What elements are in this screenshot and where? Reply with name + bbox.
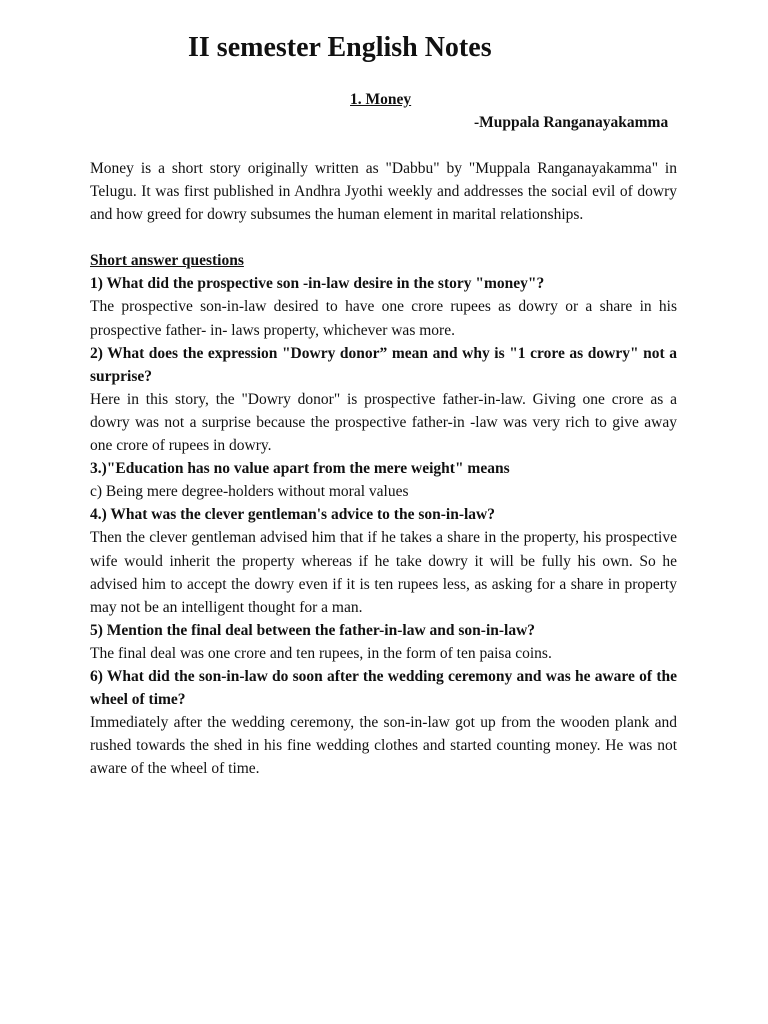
question-1: 1) What did the prospective son -in-law desire in the story "money"? [90,275,545,293]
answer-5: The final deal was one crore and ten rupees, in the form of ten paisa coins. [90,644,552,662]
author-name: -Muppala Ranganayakamma [474,114,669,131]
answer-1: The prospective son-in-law desired to have one crore rupees as dowry or a share in his prospective father- in- laws property, whichever was more. [90,298,677,339]
qa-item [90,619,677,665]
qa-item [90,272,677,341]
intro-paragraph: Money is a short story originally written as "Dabbu" by "Muppala Ranganayakamma" in Telugu. It was first published in Andhra Jyothi weekly and addresses the social evil of dowry and how greed for dowry subsumes the human element in marital relationships. [90,160,677,224]
qa-item [90,503,677,618]
question-4: 4.) What was the clever gentleman's advice to the son-in-law? [90,506,495,524]
answer-4: Then the clever gentleman advised him that if he takes a share in the property, his prospective wife would inherit the property whereas if he take dowry it will be fully his own. So he advised him to accept the dowry even if it is ten rupees less, as asking for a share in property may not be an intelligent thought for a man. [90,529,677,616]
qa-item [90,665,677,780]
qa-item [90,457,677,503]
question-2: 2) What does the expression "Dowry donor” mean and why is "1 crore as dowry" not a surprise? [90,344,677,385]
question-3: 3.)"Education has no value apart from the mere weight" means [90,460,510,478]
document-body [90,157,677,780]
answer-3: c) Being mere degree-holders without moral values [90,483,409,501]
question-6: 6) What did the son-in-law do soon after the wedding ceremony and was he aware of the wheel of time? [90,667,677,709]
document-title: II semester English Notes [188,32,492,63]
chapter-title: 1. Money [350,91,412,108]
answer-6: Immediately after the wedding ceremony, the son-in-law got up from the wooden plank and rushed towards the shed in his fine wedding clothes and started counting money. He was not aware of the wheel of time. [90,714,677,778]
answer-2: Here in this story, the "Dowry donor" is prospective father-in-law. Giving one crore as a dowry was not a surprise because the prospective father-in -law was very rich to give away one crore of rupees in dowry. [90,390,677,455]
qa-item [90,342,677,457]
question-5: 5) Mention the final deal between the father-in-law and son-in-law? [90,621,536,639]
section-heading: Short answer questions [90,252,244,270]
